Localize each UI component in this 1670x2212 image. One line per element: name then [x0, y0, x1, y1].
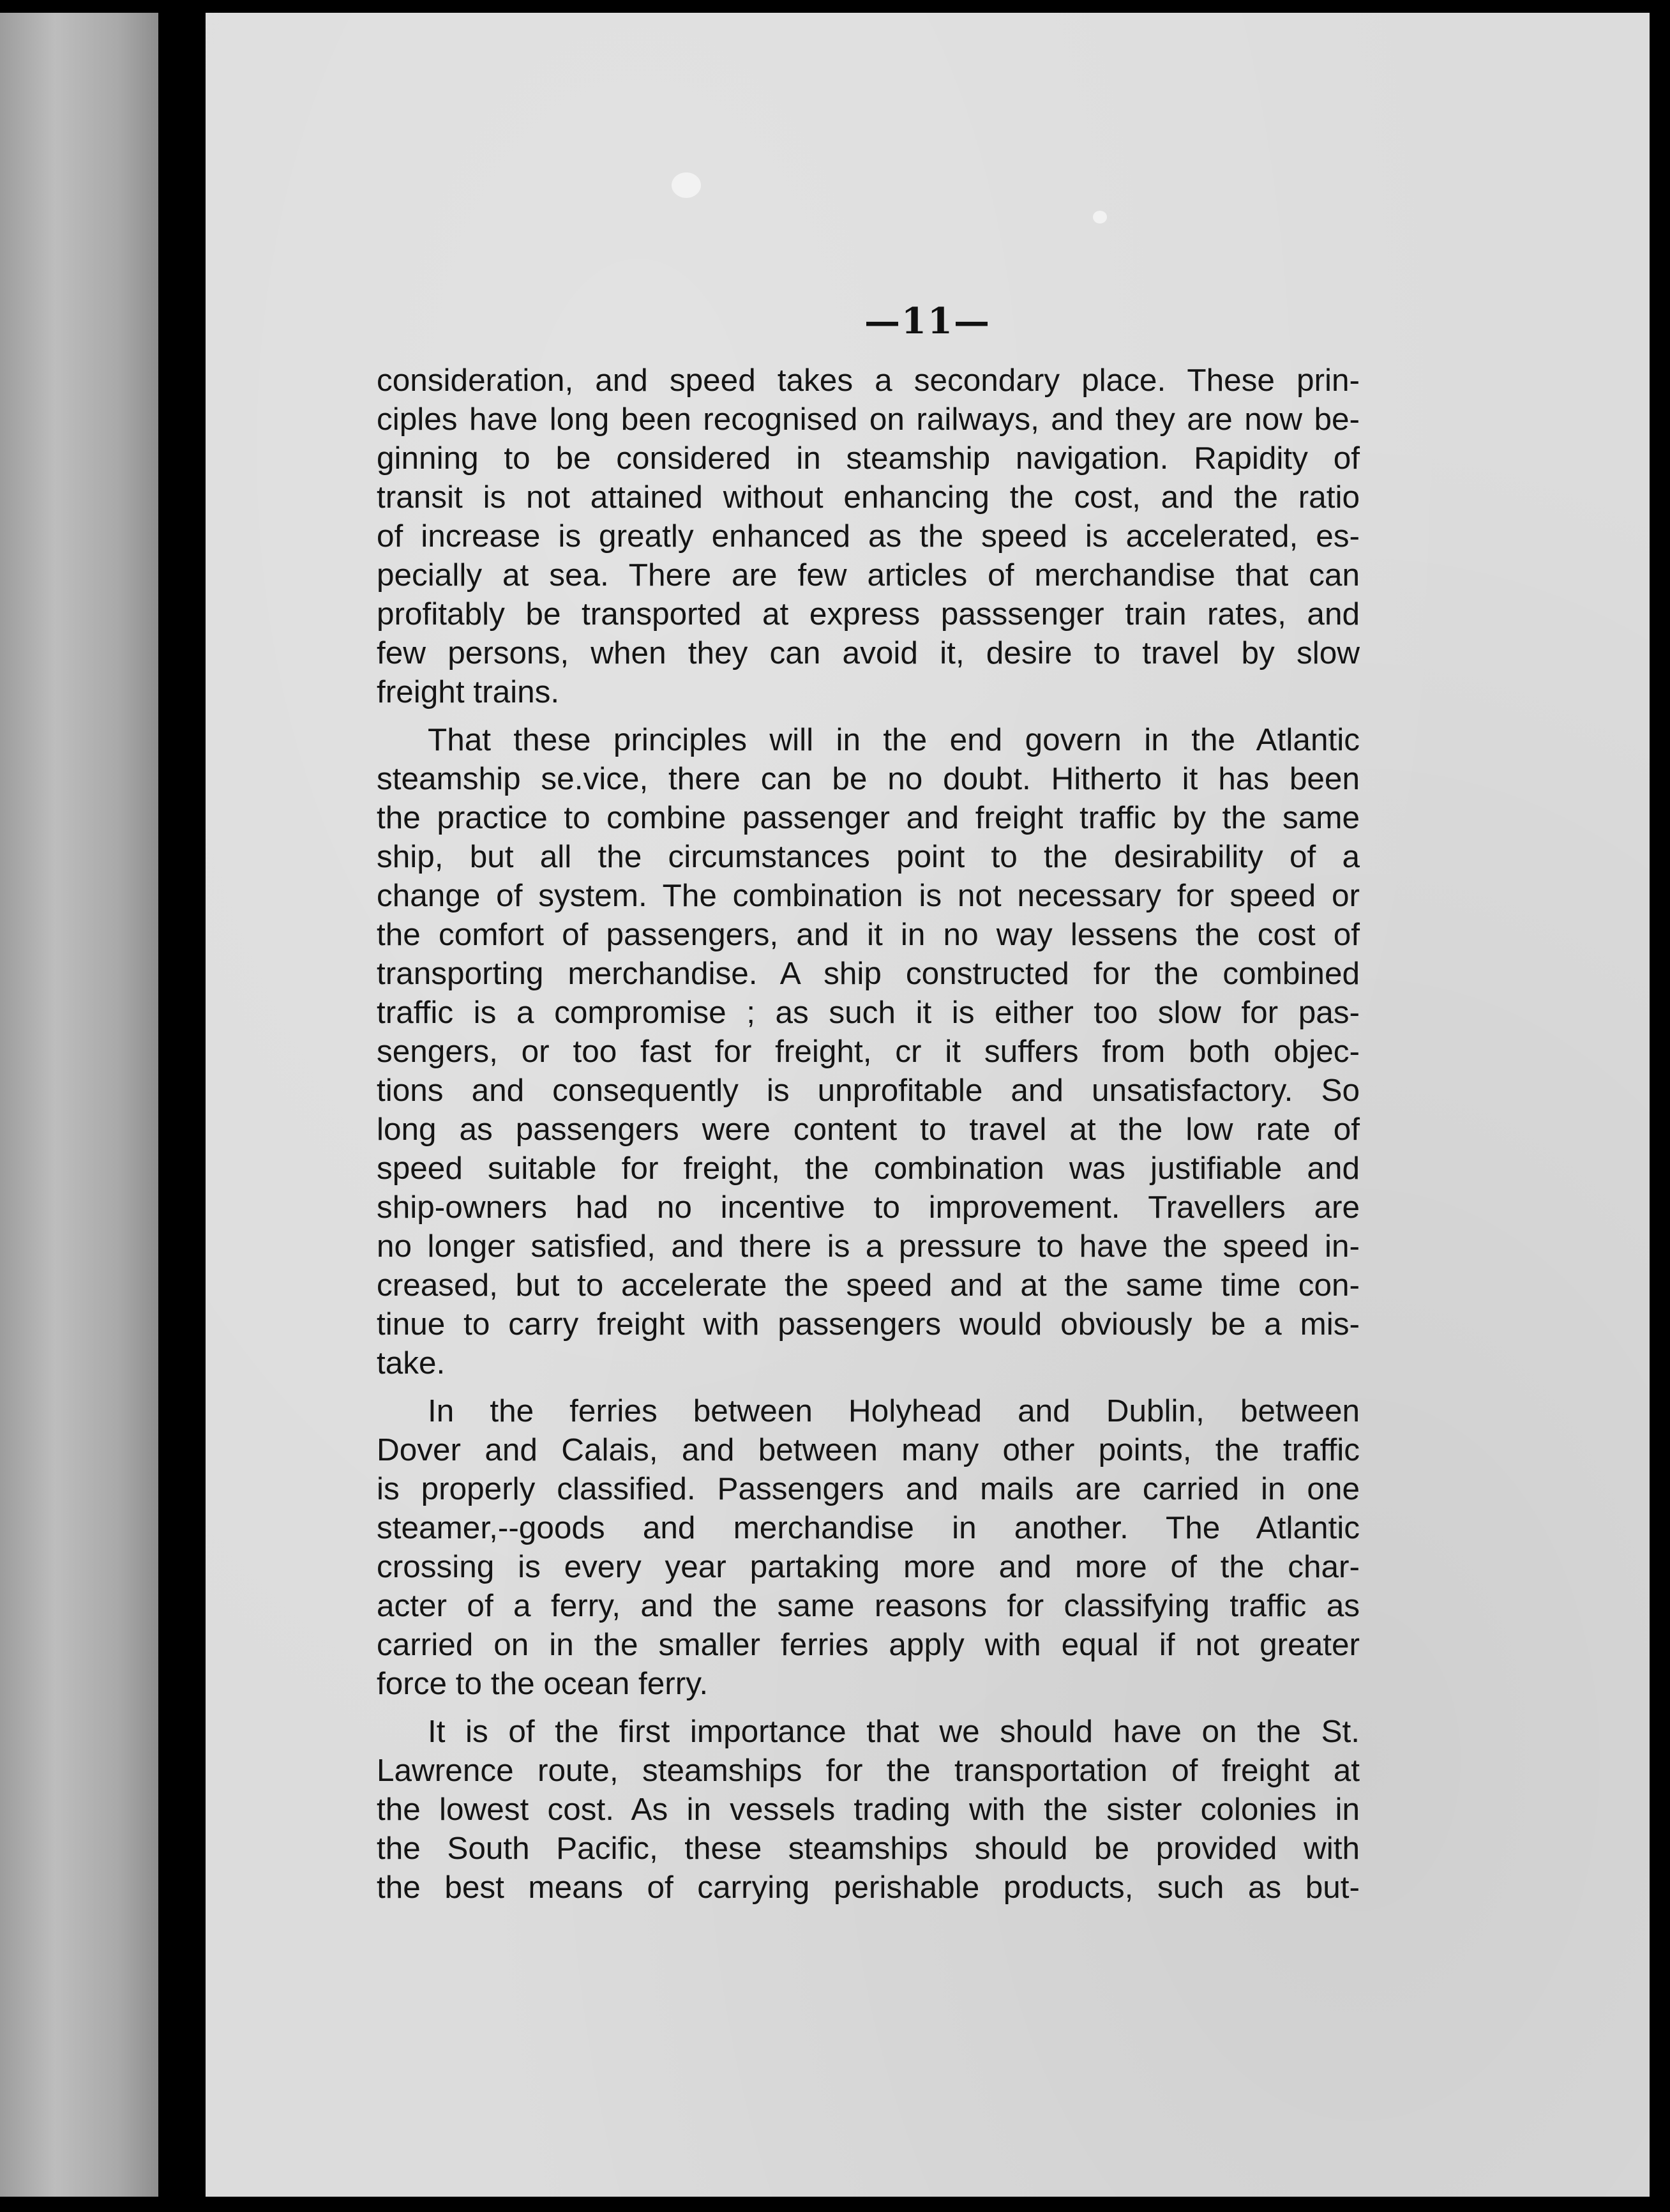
text-line: few persons, when they can avoid it, desire to travel by slow: [377, 635, 1360, 670]
text-line: ship, but all the circumstances point to the desirability of a: [377, 839, 1360, 874]
text-line: tinue to carry freight with passengers would obviously be a mis-: [377, 1307, 1360, 1342]
text-line: tions and consequently is unprofitable and unsatisfactory. So: [377, 1073, 1360, 1108]
paragraph: [377, 361, 1360, 711]
text-line: force to the ocean ferry.: [377, 1666, 709, 1701]
text-line: the lowest cost. As in vessels trading with the sister colonies in: [377, 1792, 1360, 1827]
text-line: sengers, or too fast for freight, cr it suffers from both objec-: [377, 1034, 1360, 1069]
text-line: Dover and Calais, and between many other points, the traffic: [377, 1432, 1360, 1467]
paper-blemish: [1093, 211, 1107, 223]
text-line: profitably be transported at express passsenger train rates, and: [377, 596, 1360, 632]
text-line: the practice to combine passenger and freight traffic by the same: [377, 800, 1360, 835]
text-line: long as passengers were content to travel at the low rate of: [377, 1112, 1360, 1147]
text-line: the South Pacific, these steamships should be provided with: [377, 1831, 1360, 1866]
text-line: change of system. The combination is not necessary for speed or: [377, 878, 1360, 913]
text-line: transporting merchandise. A ship constructed for the combined: [377, 956, 1360, 991]
text-line: of increase is greatly enhanced as the speed is accelerated, es-: [377, 519, 1360, 554]
text-line: no longer satisfied, and there is a pressure to have the speed in-: [377, 1229, 1360, 1264]
text-line: carried on in the smaller ferries apply with equal if not greater: [377, 1627, 1360, 1662]
text-line: Lawrence route, steamships for the transportation of freight at: [377, 1753, 1360, 1788]
text-line: acter of a ferry, and the same reasons for classifying traffic as: [377, 1588, 1360, 1623]
paragraph: [377, 1391, 1360, 1703]
text-line: ship-owners had no incentive to improvement. Travellers are: [377, 1190, 1360, 1225]
page-number: —11—: [864, 300, 991, 342]
text-line: the best means of carrying perishable products, such as but-: [377, 1870, 1360, 1905]
text-line: creased, but to accelerate the speed and at the same time con-: [377, 1268, 1360, 1303]
text-line: In the ferries between Holyhead and Dublin, between: [428, 1393, 1360, 1428]
text-line: ciples have long been recognised on railways, and they are now be-: [377, 402, 1360, 437]
facing-page-edge: [0, 13, 158, 2197]
paper-blemish: [672, 172, 701, 198]
text-line: take.: [377, 1345, 446, 1381]
text-line: pecially at sea. There are few articles of merchandise that can: [377, 557, 1360, 593]
text-line: transit is not attained without enhancing the cost, and the ratio: [377, 480, 1360, 515]
text-line: ginning to be considered in steamship navigation. Rapidity of: [377, 441, 1360, 476]
text-line: the comfort of passengers, and it in no way lessens the cost of: [377, 917, 1360, 952]
text-line: That these principles will in the end govern in the Atlantic: [428, 722, 1360, 757]
text-line: traffic is a compromise ; as such it is either too slow for pas-: [377, 995, 1360, 1030]
body-text: [377, 361, 1360, 1907]
text-line: It is of the first importance that we should have on the St.: [428, 1714, 1360, 1749]
paragraph: [377, 1712, 1360, 1907]
paragraph: [377, 720, 1360, 1382]
text-line: speed suitable for freight, the combination was justifiable and: [377, 1151, 1360, 1186]
text-line: crossing is every year partaking more and more of the char-: [377, 1549, 1360, 1584]
text-line: steamer,--goods and merchandise in another. The Atlantic: [377, 1510, 1360, 1545]
text-line: freight trains.: [377, 674, 560, 709]
text-line: is properly classified. Passengers and mails are carried in one: [377, 1471, 1360, 1506]
text-line: steamship se.vice, there can be no doubt. Hitherto it has been: [377, 761, 1360, 796]
text-line: consideration, and speed takes a secondary place. These prin-: [377, 363, 1360, 398]
